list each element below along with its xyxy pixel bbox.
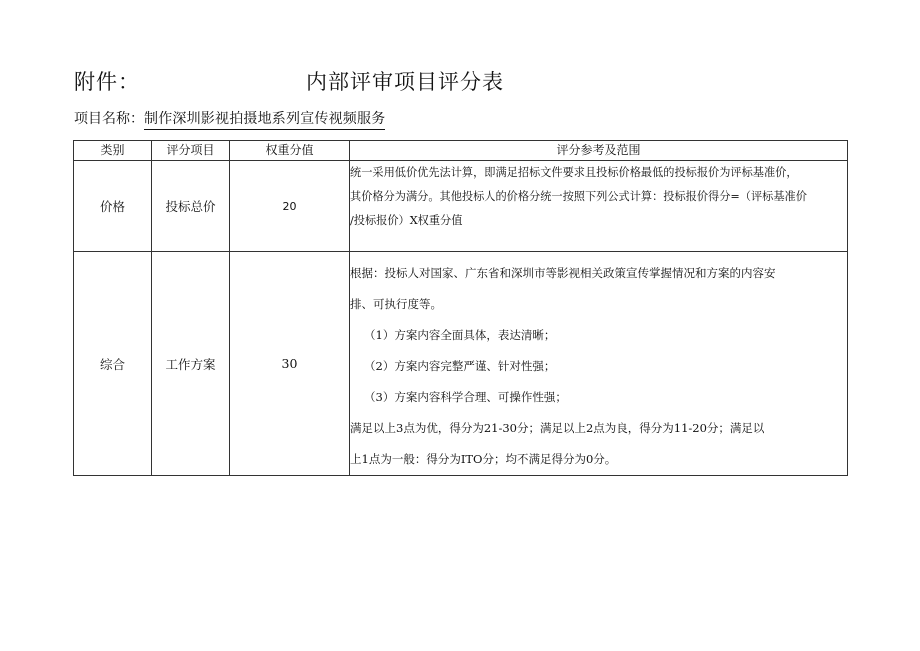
scoring-table [73, 140, 848, 476]
reference-line: （2）方案内容完整严谨、针对性强； [364, 359, 556, 373]
header-category: 类别 [74, 141, 152, 161]
item-cell: 工作方案 [152, 252, 230, 476]
reference-line: 满足以上3点为优，得分为21-30分；满足以上2点为良，得分为11-20分；满足以 [350, 421, 765, 435]
reference-cell [350, 161, 848, 252]
document-header [74, 66, 834, 100]
category-cell: 价格 [74, 161, 152, 252]
reference-line: 其价格分为满分。其他投标人的价格分统一按照下列公式计算：投标报价得分=（评标基准价 [350, 190, 807, 203]
attachment-label: 附件： [74, 70, 140, 94]
reference-line: （1）方案内容全面具体，表达清晰； [364, 328, 556, 342]
header-weight: 权重分值 [230, 141, 350, 161]
reference-line: （3）方案内容科学合理、可操作性强； [364, 390, 567, 404]
reference-line: 上1点为一般：得分为ITO分；均不满足得分为0分。 [350, 452, 617, 466]
reference-line: 根据：投标人对国家、广东省和深圳市等影视相关政策宣传掌握情况和方案的内容安 [350, 266, 776, 280]
header-reference: 评分参考及范围 [350, 141, 848, 161]
weight-cell: 30 [230, 252, 350, 476]
reference-cell [350, 252, 848, 476]
project-name-value: 制作深圳影视拍摄地系列宣传视频服务 [144, 108, 385, 130]
item-cell: 投标总价 [152, 161, 230, 252]
reference-line: 排、可执行度等。 [350, 297, 442, 311]
table-row [74, 161, 848, 252]
table-row [74, 252, 848, 476]
table-header-row [74, 141, 848, 161]
weight-cell: 20 [230, 161, 350, 252]
reference-line: /投标报价）X权重分值 [350, 214, 463, 227]
category-cell: 综合 [74, 252, 152, 476]
reference-line: 统一采用低价优先法计算，即满足招标文件要求且投标价格最低的投标报价为评标基准价， [350, 166, 798, 179]
project-name-row [74, 108, 385, 130]
document-title: 内部评审项目评分表 [306, 70, 504, 94]
project-name-label: 项目名称： [74, 111, 144, 127]
header-scoring-item: 评分项目 [152, 141, 230, 161]
